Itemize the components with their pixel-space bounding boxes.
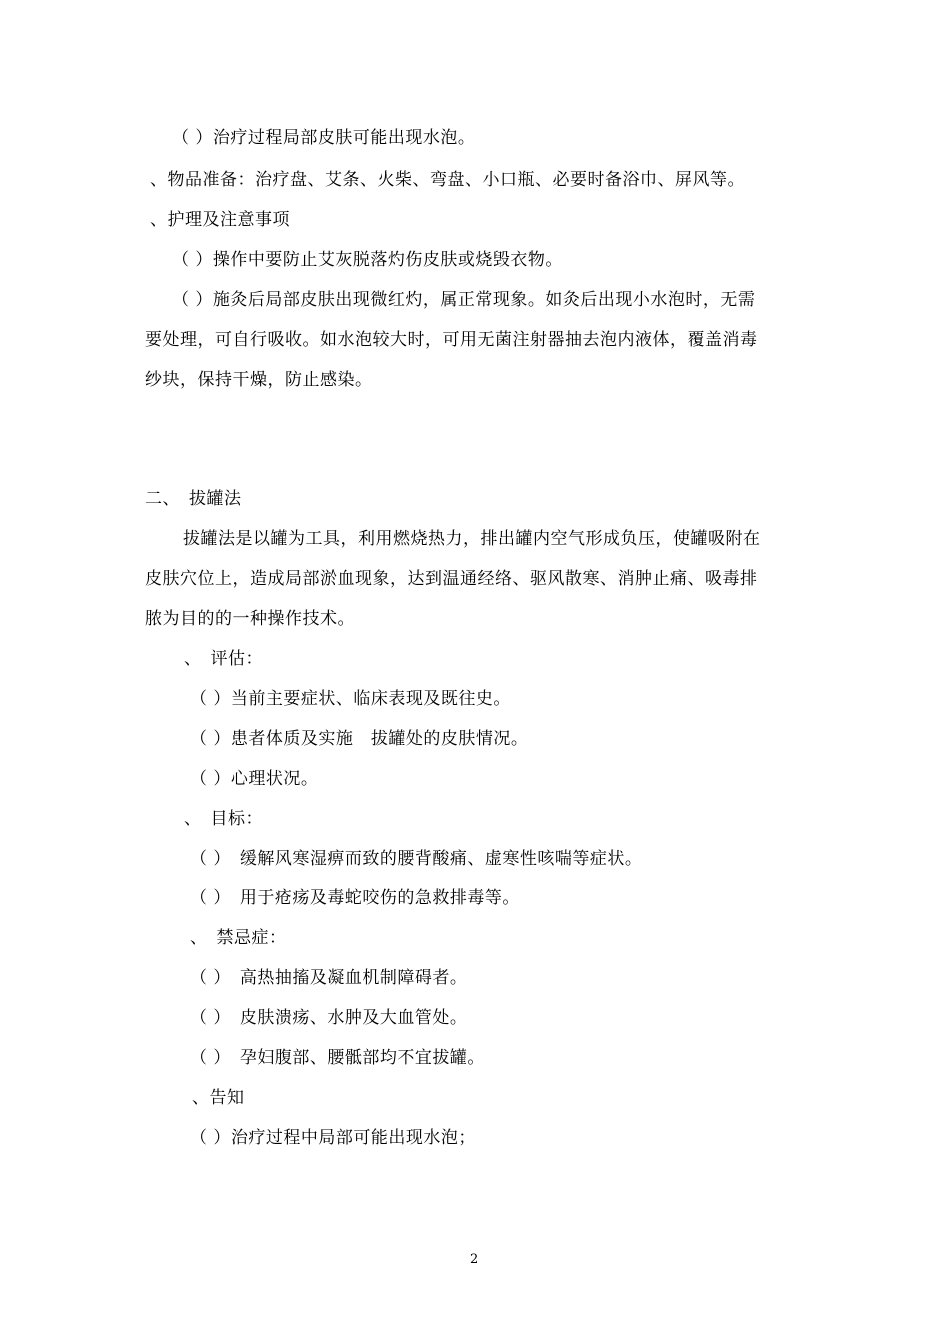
- text-line: 、护理及注意事项: [150, 210, 290, 230]
- text-line: （ ）患者体质及实施 拔罐处的皮肤情况。: [190, 729, 529, 749]
- text-line: （ ）当前主要症状、临床表现及既往史。: [190, 689, 511, 709]
- text-line: （ ）治疗过程中局部可能出现水泡；: [190, 1128, 476, 1148]
- text-line: （ ）心理状况。: [190, 769, 319, 789]
- page-number: 2: [470, 1252, 479, 1267]
- text-line: 、 目标：: [184, 809, 263, 829]
- text-line: （ ） 孕妇腹部、腰骶部均不宜拔罐。: [190, 1048, 485, 1068]
- text-line: 、 禁忌症：: [190, 928, 287, 948]
- text-line: 要处理，可自行吸收。如水泡较大时，可用无菌注射器抽去泡内液体，覆盖消毒: [145, 330, 758, 350]
- text-line: （ ）治疗过程局部皮肤可能出现水泡。: [172, 128, 476, 148]
- text-line: 、 评估：: [184, 649, 263, 669]
- text-line: 脓为目的的一种操作技术。: [145, 609, 355, 629]
- text-line: （ ） 高热抽搐及凝血机制障碍者。: [190, 968, 468, 988]
- text-line: （ ） 用于疮疡及毒蛇咬伤的急救排毒等。: [190, 888, 520, 908]
- text-line: 拔罐法是以罐为工具，利用燃烧热力，排出罐内空气形成负压，使罐吸附在: [183, 529, 761, 549]
- text-line: 纱块，保持干燥，防止感染。: [145, 370, 373, 390]
- section-heading: 二、 拔罐法: [145, 489, 242, 509]
- text-line: 、物品准备：治疗盘、艾条、火柴、弯盘、小口瓶、必要时备浴巾、屏风等。: [150, 170, 745, 190]
- text-line: 皮肤穴位上，造成局部淤血现象，达到温通经络、驱风散寒、消肿止痛、吸毒排: [145, 569, 758, 589]
- text-line: （ ）操作中要防止艾灰脱落灼伤皮肤或烧毁衣物。: [172, 250, 563, 270]
- text-line: （ ） 缓解风寒湿痹而致的腰背酸痛、虚寒性咳喘等症状。: [190, 849, 643, 869]
- text-line: （ ） 皮肤溃疡、水肿及大血管处。: [190, 1008, 468, 1028]
- text-line: 、告知: [192, 1088, 245, 1108]
- text-line: （ ）施灸后局部皮肤出现微红灼，属正常现象。如灸后出现小水泡时，无需: [172, 290, 756, 310]
